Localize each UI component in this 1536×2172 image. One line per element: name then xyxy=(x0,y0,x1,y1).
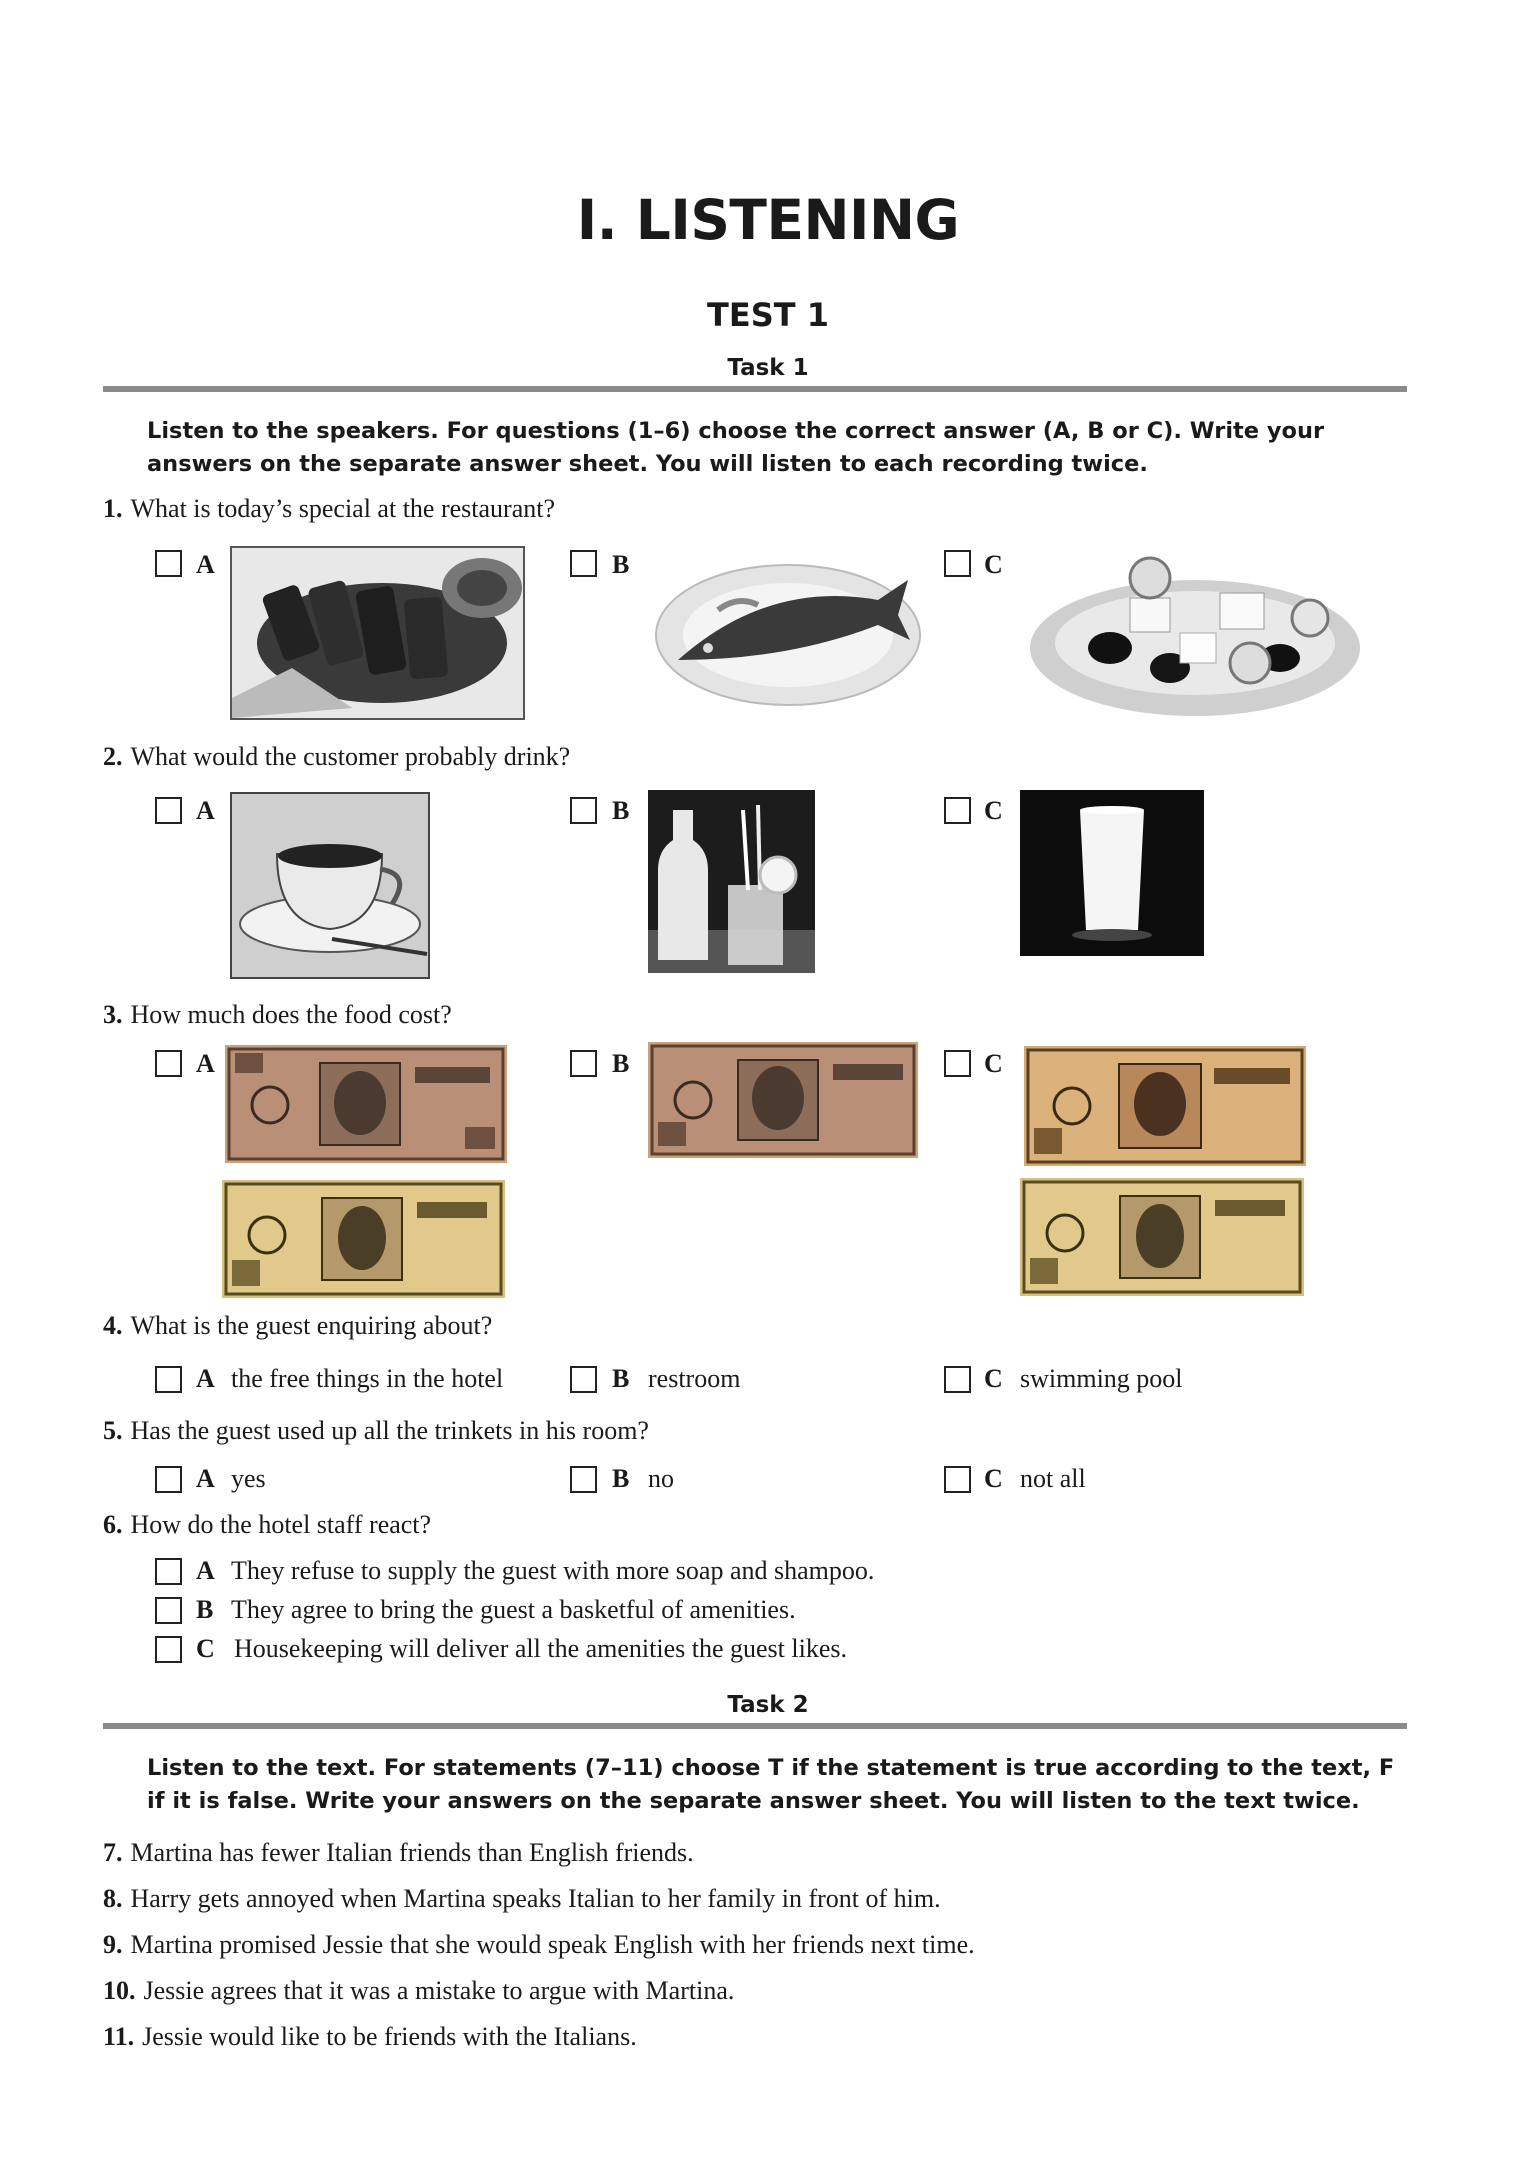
task1-heading: Task 1 xyxy=(727,355,809,381)
q1-option-b-checkbox[interactable] xyxy=(570,550,597,577)
question-number: 2. xyxy=(103,742,123,771)
statement-text: Martina has fewer Italian friends than English friends. xyxy=(130,1838,694,1867)
grilled-fish-photo xyxy=(648,540,924,712)
q6-option-a-letter: A xyxy=(196,1556,215,1585)
statement-8 xyxy=(103,1884,941,1914)
statement-11 xyxy=(103,2022,637,2052)
q4-option-b-text: restroom xyxy=(648,1364,741,1393)
statement-9 xyxy=(103,1930,975,1960)
q2-option-b-letter: B xyxy=(612,796,630,825)
question-4 xyxy=(103,1311,492,1341)
q5-option-b-letter: B xyxy=(612,1464,630,1493)
q5-option-a-checkbox[interactable] xyxy=(155,1466,182,1493)
q5-option-b-text: no xyxy=(648,1464,674,1493)
q4-option-a-checkbox[interactable] xyxy=(155,1366,182,1393)
task2-heading: Task 2 xyxy=(727,1692,809,1718)
q1-option-a-letter: A xyxy=(196,550,215,579)
question-text: How much does the food cost? xyxy=(130,1000,452,1029)
question-text: What would the customer probably drink? xyxy=(130,742,571,771)
question-number: 4. xyxy=(103,1311,123,1340)
task2-divider xyxy=(103,1723,1407,1729)
question-1 xyxy=(103,494,555,524)
q5-option-c-text: not all xyxy=(1020,1464,1086,1493)
q2-option-c-checkbox[interactable] xyxy=(944,797,971,824)
page-title: I. LISTENING xyxy=(576,188,960,252)
q2-option-a-letter: A xyxy=(196,796,215,825)
statement-number: 11. xyxy=(103,2022,135,2051)
question-number: 6. xyxy=(103,1510,123,1539)
question-number: 5. xyxy=(103,1416,123,1445)
statement-number: 10. xyxy=(103,1976,136,2005)
fifty-dollar-note-b xyxy=(648,1042,918,1158)
question-text: Has the guest used up all the trinkets in his room? xyxy=(130,1416,649,1445)
statement-text: Martina promised Jessie that she would speak English with her friends next time. xyxy=(130,1930,975,1959)
bottle-and-lemonade-photo xyxy=(648,790,815,973)
q6-option-c-letter: C xyxy=(196,1634,215,1663)
q6-option-b-text: They agree to bring the guest a basketful of amenities. xyxy=(231,1595,796,1624)
q1-option-b-letter: B xyxy=(612,550,630,579)
q3-option-a-checkbox[interactable] xyxy=(155,1050,182,1077)
task1-divider xyxy=(103,386,1407,392)
q6-option-b-checkbox[interactable] xyxy=(155,1597,182,1624)
question-text: How do the hotel staff react? xyxy=(130,1510,432,1539)
question-2 xyxy=(103,742,570,772)
q3-option-b-letter: B xyxy=(612,1049,630,1078)
q3-option-a-letter: A xyxy=(196,1049,215,1078)
q5-option-b-checkbox[interactable] xyxy=(570,1466,597,1493)
q6-option-c-checkbox[interactable] xyxy=(155,1636,182,1663)
greek-salad-photo xyxy=(1020,538,1367,724)
statement-10 xyxy=(103,1976,734,2006)
cup-of-tea-photo xyxy=(230,792,430,979)
ten-dollar-note xyxy=(1024,1046,1306,1166)
q1-option-a-checkbox[interactable] xyxy=(155,550,182,577)
task2-instructions: Listen to the text. For statements (7–11) choose T if the statement is true according to the text, F if it is false. Write your answers on the separate answer sheet. You will listen to the text twice. xyxy=(147,1755,1395,1814)
q4-option-a-text: the free things in the hotel xyxy=(231,1364,504,1393)
q4-option-c-text: swimming pool xyxy=(1020,1364,1183,1393)
q4-option-b-checkbox[interactable] xyxy=(570,1366,597,1393)
q4-option-b-letter: B xyxy=(612,1364,630,1393)
statement-text: Harry gets annoyed when Martina speaks Italian to her family in front of him. xyxy=(130,1884,941,1913)
statement-7 xyxy=(103,1838,694,1868)
question-number: 1. xyxy=(103,494,123,523)
statement-text: Jessie agrees that it was a mistake to argue with Martina. xyxy=(143,1976,735,2005)
q2-option-b-checkbox[interactable] xyxy=(570,797,597,824)
q4-option-c-letter: C xyxy=(984,1364,1003,1393)
statement-text: Jessie would like to be friends with the Italians. xyxy=(142,2022,637,2051)
q3-option-b-checkbox[interactable] xyxy=(570,1050,597,1077)
test-title: TEST 1 xyxy=(707,296,829,334)
q5-option-c-checkbox[interactable] xyxy=(944,1466,971,1493)
question-5 xyxy=(103,1416,649,1446)
q6-option-b-letter: B xyxy=(196,1595,214,1624)
q5-option-a-text: yes xyxy=(231,1464,266,1493)
q3-option-c-letter: C xyxy=(984,1049,1003,1078)
q2-option-c-letter: C xyxy=(984,796,1003,825)
glass-of-milk-photo xyxy=(1020,790,1204,956)
question-number: 3. xyxy=(103,1000,123,1029)
five-dollar-note-a xyxy=(222,1180,505,1298)
q3-option-c-checkbox[interactable] xyxy=(944,1050,971,1077)
q4-option-c-checkbox[interactable] xyxy=(944,1366,971,1393)
statement-number: 9. xyxy=(103,1930,123,1959)
q1-option-c-letter: C xyxy=(984,550,1003,579)
statement-number: 8. xyxy=(103,1884,123,1913)
statement-number: 7. xyxy=(103,1838,123,1867)
question-text: What is today’s special at the restaurant? xyxy=(130,494,556,523)
five-dollar-note-b xyxy=(1020,1178,1304,1296)
fifty-dollar-note-a xyxy=(225,1045,507,1163)
q6-option-c-text: Housekeeping will deliver all the amenities the guest likes. xyxy=(234,1634,848,1663)
q4-option-a-letter: A xyxy=(196,1364,215,1393)
q6-option-a-text: They refuse to supply the guest with more soap and shampoo. xyxy=(231,1556,875,1585)
question-6 xyxy=(103,1510,431,1540)
grilled-meat-photo xyxy=(230,546,525,720)
q5-option-c-letter: C xyxy=(984,1464,1003,1493)
q5-option-a-letter: A xyxy=(196,1464,215,1493)
task1-instructions: Listen to the speakers. For questions (1–6) choose the correct answer (A, B or C). Write your answers on the separate answer sheet. You will listen to each recording twice. xyxy=(147,418,1325,477)
q6-option-a-checkbox[interactable] xyxy=(155,1558,182,1585)
question-text: What is the guest enquiring about? xyxy=(130,1311,493,1340)
question-3 xyxy=(103,1000,452,1030)
q2-option-a-checkbox[interactable] xyxy=(155,797,182,824)
q1-option-c-checkbox[interactable] xyxy=(944,550,971,577)
